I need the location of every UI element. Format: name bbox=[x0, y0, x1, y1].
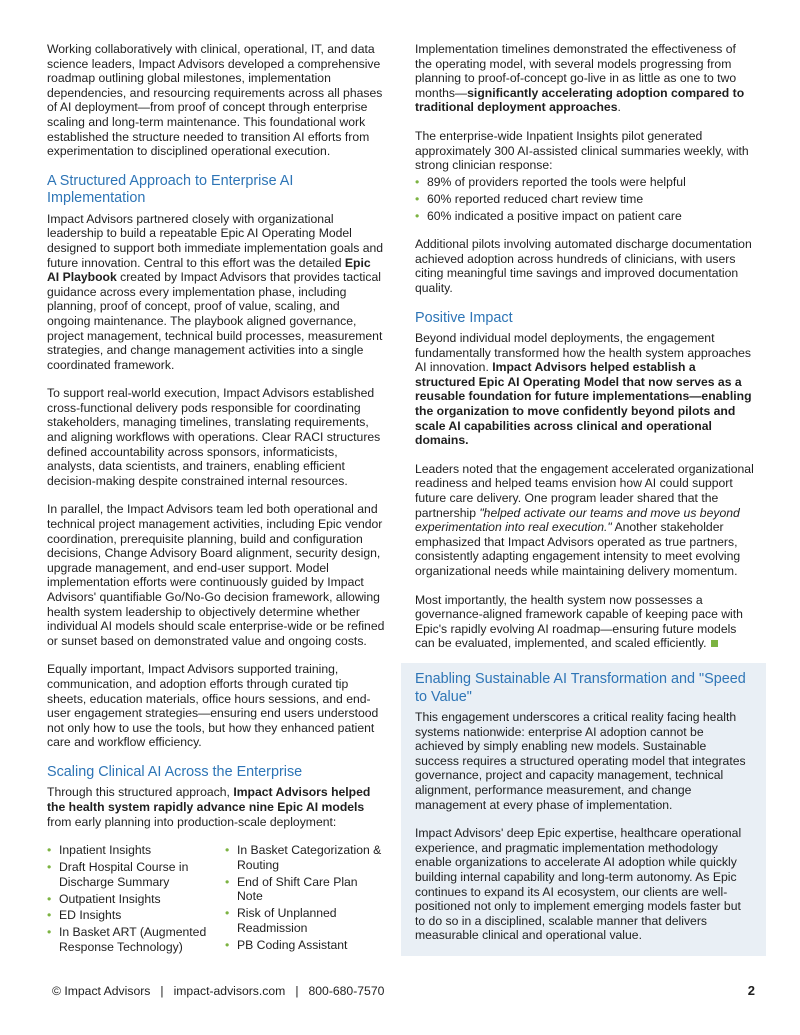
text-span: Beyond individual model deployments, the engagement fundamentally transformed how the health system approaches AI innovation. bbox=[415, 331, 752, 375]
list-item: • 89% of providers reported the tools were helpful bbox=[415, 175, 755, 190]
list-item: • End of Shift Care Plan Note bbox=[225, 875, 385, 904]
callout-box bbox=[401, 663, 766, 956]
text-span: Leaders noted that the engagement accelerated organizational readiness and helped teams envision how AI could support future care delivery. One program leader shared that the partnership bbox=[415, 461, 754, 520]
list-item: • In Basket Categorization & Routing bbox=[225, 843, 385, 872]
accelerating-emphasis: significantly accelerating adoption compared to traditional deployment approaches bbox=[415, 85, 745, 115]
list-item: • Outpatient Insights bbox=[47, 892, 213, 907]
operating-model-emphasis: Impact Advisors helped establish a structured Epic AI Operating Model that now serves as a reusable foundation for future implementations—enabling the organization to move confidently beyond pilots and scale AI capabilities across clinical and operational domains. bbox=[415, 360, 752, 448]
pilot-paragraph: The enterprise-wide Inpatient Insights pilot generated approximately 300 AI-assisted clinical summaries weekly, with strong clinician response: bbox=[415, 128, 749, 173]
leaders-paragraph bbox=[415, 462, 755, 579]
framework-paragraph bbox=[415, 593, 755, 651]
text-span: Through this structured approach, bbox=[47, 785, 234, 800]
pilot-stats-list bbox=[415, 175, 755, 223]
phone-number: 800-680-7570 bbox=[308, 984, 385, 998]
callout-title: Enabling Sustainable AI Transformation and "Speed to Value" bbox=[415, 671, 746, 705]
text-span: Another stakeholder emphasized that Impact Advisors operated as true partners, consistently adapting engagement intensity to meet evolving organizational needs while maintaining delivery momentum. bbox=[415, 520, 741, 578]
list-item: • Draft Hospital Course in Discharge Summary bbox=[47, 860, 213, 889]
right-column bbox=[415, 42, 755, 665]
section-heading-scaling: Scaling Clinical AI Across the Enterprise bbox=[47, 763, 303, 780]
models-list-col1 bbox=[47, 843, 213, 957]
page-footer bbox=[52, 984, 758, 998]
training-paragraph: Equally important, Impact Advisors supported training, communication, and adoption efforts through curated tip sheets, education materials, office hours sessions, and end-user engagement strategies—ensuring end users understood not only how to use the tools, but how they enhanced patient care and workflow efficiency. bbox=[47, 662, 379, 750]
quote-emphasis: "helped activate our teams and move us beyond experimentation into real execution." bbox=[415, 505, 740, 535]
text-span: Most importantly, the health system now possesses a governance-aligned framework capable of keeping pace with Epic's rapidly evolving AI roadmap—ensuring future models can be evaluated, implemented, and scaled efficiently. bbox=[415, 592, 743, 651]
text-span: created by Impact Advisors that provides tactical guidance across every implementation phase, including planning, proof of concept, proof of value, scaling, and ongoing maintenance. The playbook aligned governance, project management, technical build processes, measurement strategies, and change management activities into a single coordinated framework. bbox=[47, 270, 383, 372]
website-link[interactable]: impact-advisors.com bbox=[173, 984, 286, 998]
discharge-pilot-paragraph: Additional pilots involving automated discharge documentation achieved adoption across hundreds of clinicians, with users citing meaningful time savings and improved documentation quality. bbox=[415, 237, 752, 295]
page-number: 2 bbox=[747, 983, 755, 998]
list-item: • 60% indicated a positive impact on patient care bbox=[415, 209, 755, 224]
list-item: • PB Coding Assistant bbox=[225, 938, 385, 953]
list-item: • Inpatient Insights bbox=[47, 843, 213, 858]
list-item: • 60% reported reduced chart review time bbox=[415, 192, 755, 207]
copyright-text: © Impact Advisors bbox=[52, 984, 151, 998]
text-span: Implementation timelines demonstrated the effectiveness of the operating model, with several models progressing from planning to proof-of-concept go-live in as little as one to two months— bbox=[415, 42, 737, 100]
delivery-pods-paragraph: To support real-world execution, Impact Advisors established cross-functional delivery pods responsible for coordinating stakeholders, managing timelines, translating requirements, and aligning workflows with operations. Clear RACI structures defined accountability across sponsors, informaticists, analysts, data scientists, and trainers, enabling efficient decision-making despite constrained internal resources. bbox=[47, 386, 381, 488]
callout-paragraph: Impact Advisors' deep Epic expertise, healthcare operational experience, and pragmatic implementation methodology enable organizations to accelerate AI adoption while quickly building internal capability and long-term autonomy. As Epic continues to expand its AI ecosystem, our clients are well-positioned not only to implement emerging models faster but to do so in a disciplined, scalable manner that delivers measurable clinical and operational value. bbox=[415, 826, 742, 943]
impact-paragraph bbox=[415, 331, 755, 448]
end-of-article-mark bbox=[711, 640, 718, 647]
footer-separator: | bbox=[295, 984, 299, 998]
text-span: Impact Advisors partnered closely with organizational leadership to build a repeatable Epic AI Operating Model designed to support both immediate implementation goals and future innovation. Central to this effort was the detailed bbox=[47, 211, 384, 270]
callout-paragraph: This engagement underscores a critical reality facing health systems nationwide: enterprise AI adoption cannot be achieved by simply enabling new models. Sustainable success requires a structured operating model that integrates governance, project and capacity management, technical alignment, performance measurement, and change management at every phase of implementation. bbox=[415, 710, 746, 812]
text-span: . bbox=[617, 100, 621, 115]
playbook-emphasis: Epic AI Playbook bbox=[47, 255, 371, 285]
footer-separator: | bbox=[160, 984, 164, 998]
scaling-paragraph bbox=[47, 785, 385, 829]
section-heading-structured-approach: A Structured Approach to Enterprise AI Implementation bbox=[47, 172, 294, 207]
project-management-paragraph: In parallel, the Impact Advisors team led both operational and technical project management activities, including Epic vendor coordination, prerequisite planning, build and configuration decisions, Change Advisory Board alignment, security design, upgrade management, and end-user support. Model implementation efforts were continuously guided by Impact Advisors' quantifiable Go/No-Go decision framework, allowing health system leadership to objectively determine whether individual AI models should scale enterprise-wide or be refined or sunset based on demonstrated value and ongoing costs. bbox=[47, 502, 385, 648]
list-item: • ED Insights bbox=[47, 908, 213, 923]
list-item: • Risk of Unplanned Readmission bbox=[225, 906, 385, 935]
models-list-col2 bbox=[225, 843, 385, 957]
structured-approach-paragraph bbox=[47, 212, 385, 373]
section-heading-positive-impact: Positive Impact bbox=[415, 309, 513, 326]
nine-models-emphasis: Impact Advisors helped the health system rapidly advance nine Epic AI models bbox=[47, 785, 371, 815]
intro-paragraph: Working collaboratively with clinical, operational, IT, and data science leaders, Impact Advisors developed a comprehensive roadmap outlining global milestones, implementation dependencies, and resourcing requirements across all phases of AI deployment—from proof of concept through enterprise scaling and long-term maintenance. This foundational work established the structure needed to transition AI efforts from experimentation to disciplined operational execution. bbox=[47, 42, 383, 159]
timelines-paragraph bbox=[415, 42, 755, 115]
ai-models-list bbox=[47, 843, 385, 971]
list-item: • In Basket ART (Augmented Response Technology) bbox=[47, 925, 213, 954]
text-span: from early planning into production-scale deployment: bbox=[47, 814, 337, 829]
left-column bbox=[47, 42, 385, 971]
